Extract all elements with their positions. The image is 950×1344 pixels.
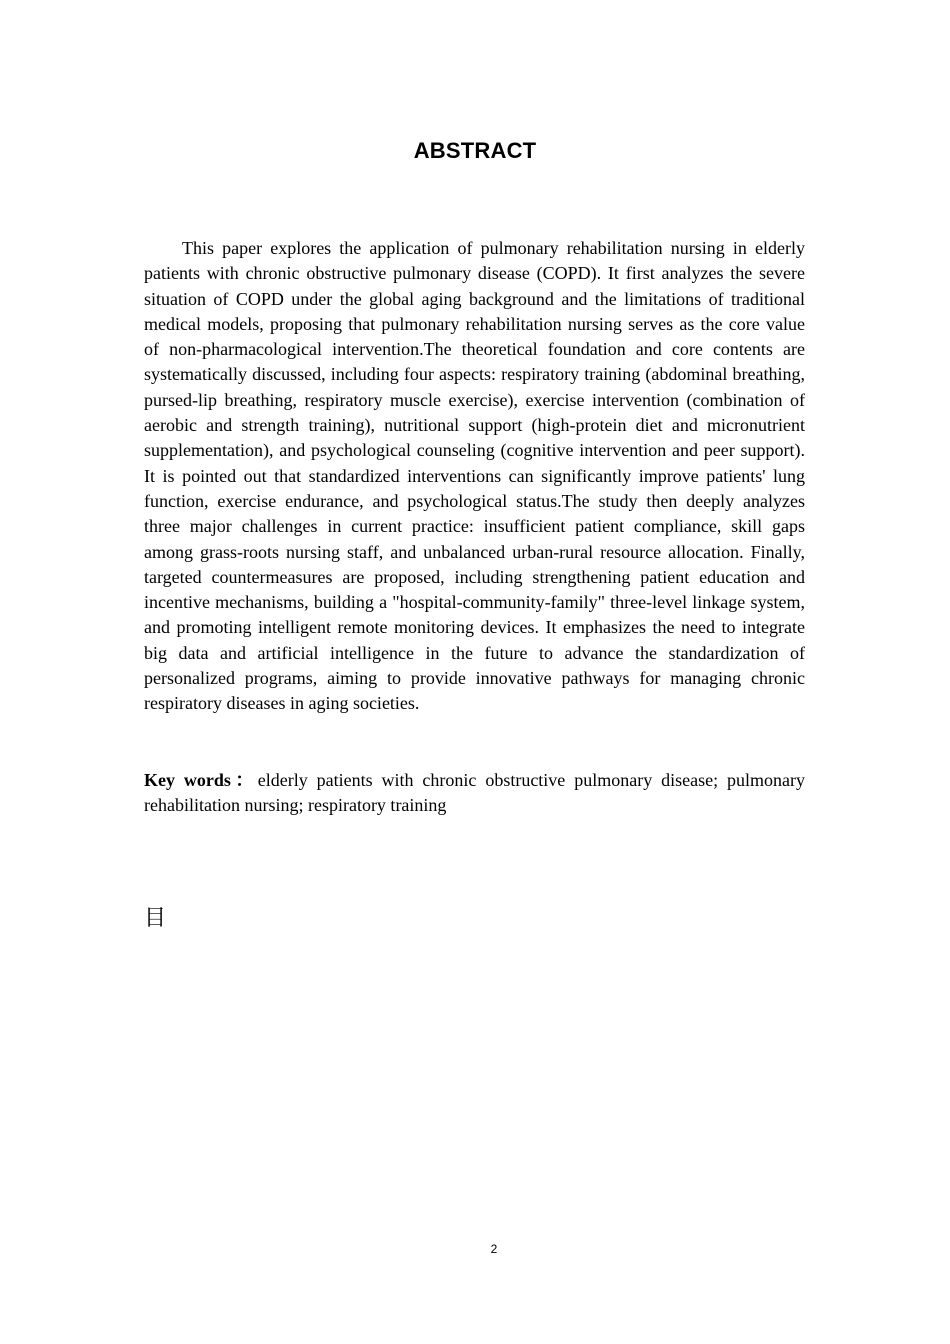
abstract-title: ABSTRACT — [413, 138, 537, 163]
keywords-label: Key words： — [144, 770, 258, 790]
page-number: 2 — [490, 1242, 498, 1256]
keywords-text: elderly patients with chronic obstructive pulmonary disease; pulmonary rehabilitation nursing; respiratory training — [144, 770, 805, 816]
abstract-paragraph: This paper explores the application of pulmonary rehabilitation nursing in elderly patients with chronic obstructive pulmonary disease (COPD). It first analyzes the severe situation of COPD under the global aging background and the limitations of traditional medical models, proposing that pulmonary rehabilitation nursing serves as the core value of non-pharmacological intervention.The theoretical foundation and core contents are systematically discussed, including four aspects: respiratory training (abdominal breathing, pursed-lip breathing, respiratory muscle exercise), exercise intervention (combination of aerobic and strength training), nutritional support (high-protein diet and micronutrient supplementation), and psychological counseling (cognitive intervention and peer support). It is pointed out that standardized interventions can significantly improve patients' lung function, exercise endurance, and psychological status.The study then deeply analyzes three major challenges in current practice: insufficient patient compliance, skill gaps among grass-roots nursing staff, and unbalanced urban-rural resource allocation. Finally, targeted countermeasures are proposed, including strengthening patient education and incentive mechanisms, building a "hospital-community-family" three-level linkage system, and promoting intelligent remote monitoring devices. It emphasizes the need to integrate big data and artificial intelligence in the future to advance the standardization of personalized programs, aiming to provide innovative pathways for managing chronic respiratory diseases in aging societies. — [144, 238, 805, 714]
keywords-line — [144, 768, 805, 819]
table-of-contents-heading: 目 — [144, 906, 167, 931]
